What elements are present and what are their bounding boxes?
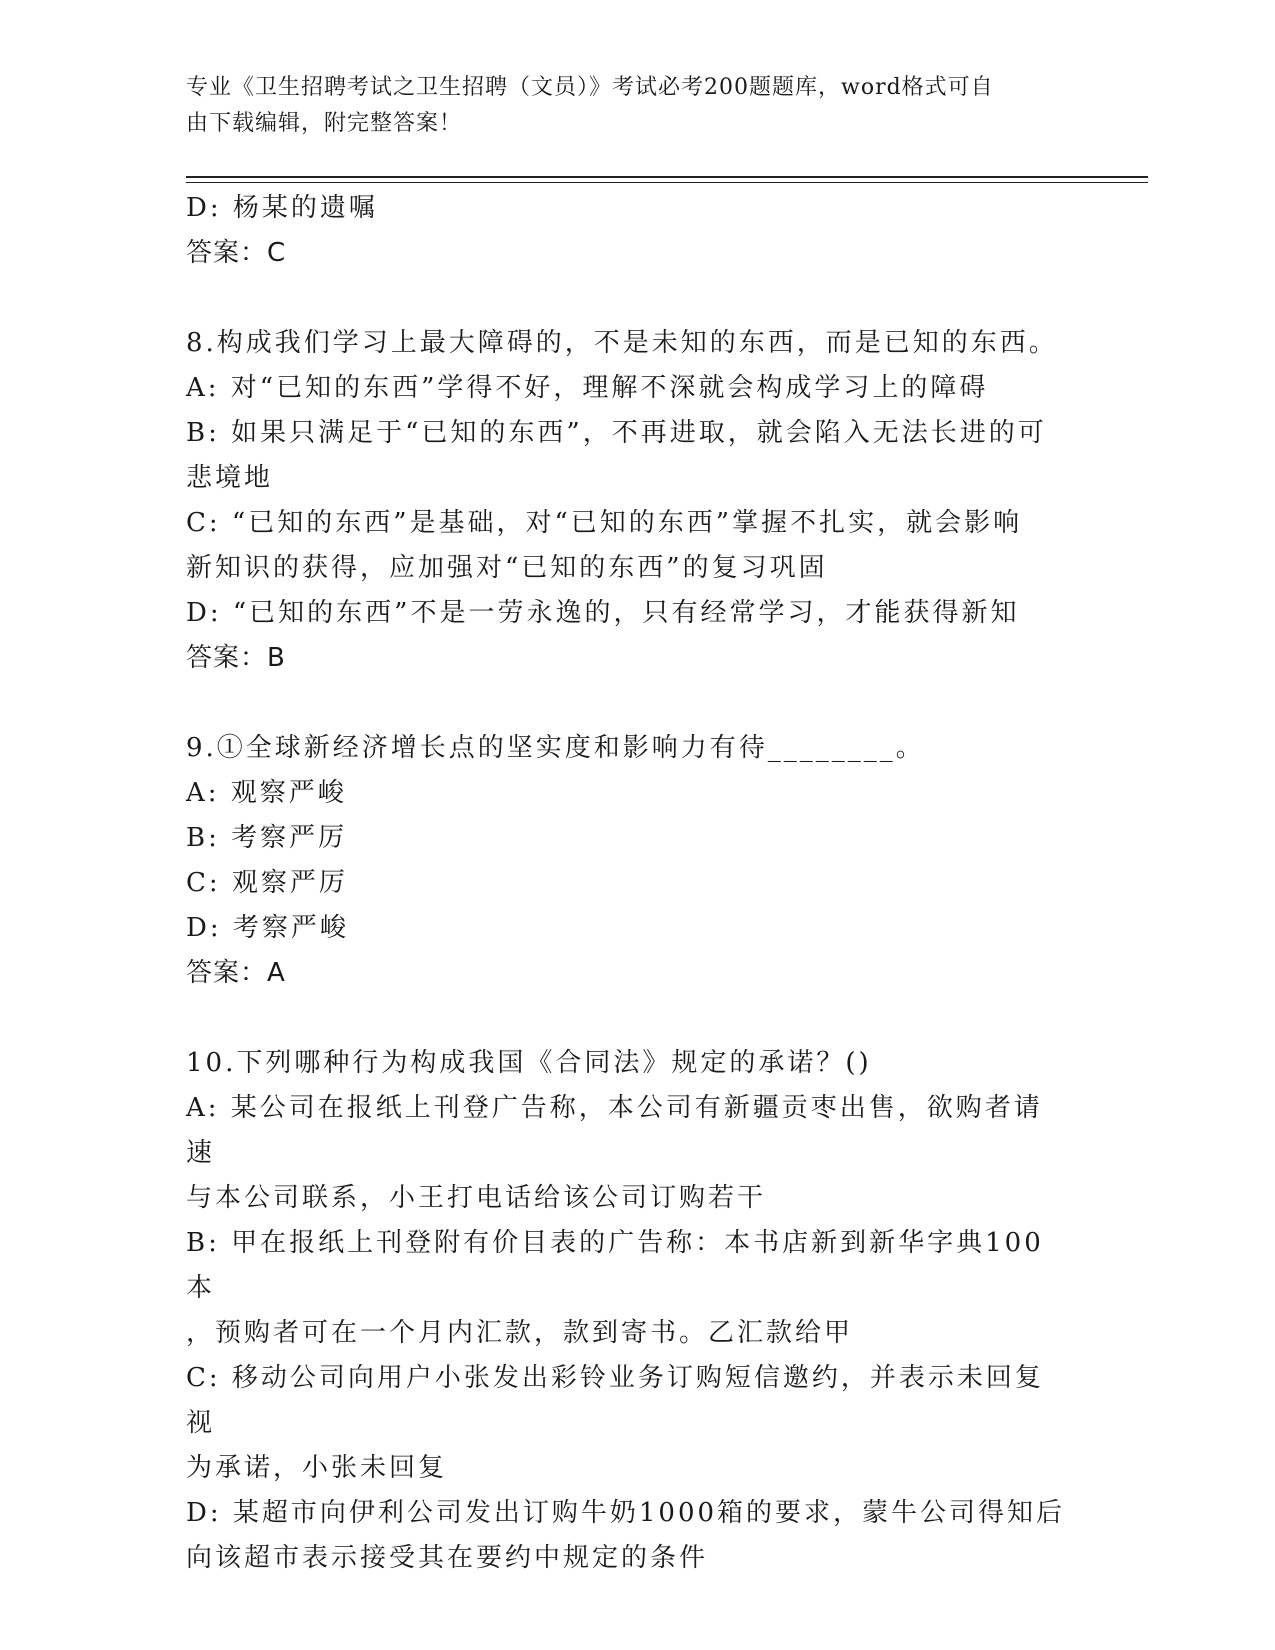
spacer [186, 996, 1066, 1041]
question-10-option-c-cont: 为承诺，小张未回复 [186, 1453, 448, 1483]
question-8-option-b-cont: 悲境地 [186, 463, 274, 493]
question-10-option-c: C: 移动公司向用户小张发出彩铃业务订购短信邀约，并表示未回复视 [186, 1363, 1044, 1438]
question-list [186, 186, 1066, 1581]
header-line-2: 由下载编辑，附完整答案！ [186, 111, 463, 136]
prev-question-answer: 答案：C [186, 238, 287, 268]
page-header [186, 70, 1066, 142]
header-rule-thin [186, 182, 1148, 183]
question-10-stem: 10.下列哪种行为构成我国《合同法》规定的承诺？() [186, 1048, 872, 1078]
header-line-1: 专业《卫生招聘考试之卫生招聘（文员）》考试必考200题题库，word格式可自 [186, 75, 994, 100]
question-8-option-a: A: 对“已知的东西”学得不好，理解不深就会构成学习上的障碍 [186, 373, 989, 403]
question-10-option-b-cont: ，预购者可在一个月内汇款，款到寄书。乙汇款给甲 [186, 1318, 854, 1348]
question-10-option-b: B: 甲在报纸上刊登附有价目表的广告称：本书店新到新华字典100本 [186, 1228, 1044, 1303]
question-8-answer: 答案：B [186, 643, 286, 673]
prev-question-option-d: D: 杨某的遗嘱 [186, 193, 378, 223]
question-8-option-c: C: “已知的东西”是基础，对“已知的东西”掌握不扎实，就会影响 [186, 508, 1023, 538]
question-8-option-b: B: 如果只满足于“已知的东西”，不再进取，就会陷入无法长进的可 [186, 418, 1047, 448]
header-rule-thick [186, 176, 1148, 178]
question-10-option-a-cont: 与本公司联系，小王打电话给该公司订购若干 [186, 1183, 767, 1213]
question-9-option-d: D: 考察严峻 [186, 913, 349, 943]
question-9-option-c: C: 观察严厉 [186, 868, 348, 898]
question-10-option-d-cont: 向该超市表示接受其在要约中规定的条件 [186, 1543, 709, 1573]
spacer [186, 276, 1066, 321]
question-8-stem: 8.构成我们学习上最大障碍的，不是未知的东西，而是已知的东西。 [186, 328, 1058, 358]
question-9-stem: 9.①全球新经济增长点的坚实度和影响力有待________。 [186, 733, 925, 763]
question-10-option-a: A: 某公司在报纸上刊登广告称，本公司有新疆贡枣出售，欲购者请速 [186, 1093, 1043, 1168]
question-10-option-d: D: 某超市向伊利公司发出订购牛奶1000箱的要求，蒙牛公司得知后 [186, 1498, 1066, 1528]
spacer [186, 681, 1066, 726]
question-8-option-d: D: “已知的东西”不是一劳永逸的，只有经常学习，才能获得新知 [186, 598, 1020, 628]
question-9-option-a: A: 观察严峻 [186, 778, 347, 808]
question-9-option-b: B: 考察严厉 [186, 823, 348, 853]
question-8-option-c-cont: 新知识的获得，应加强对“已知的东西”的复习巩固 [186, 553, 828, 583]
question-9-answer: 答案：A [186, 958, 286, 988]
